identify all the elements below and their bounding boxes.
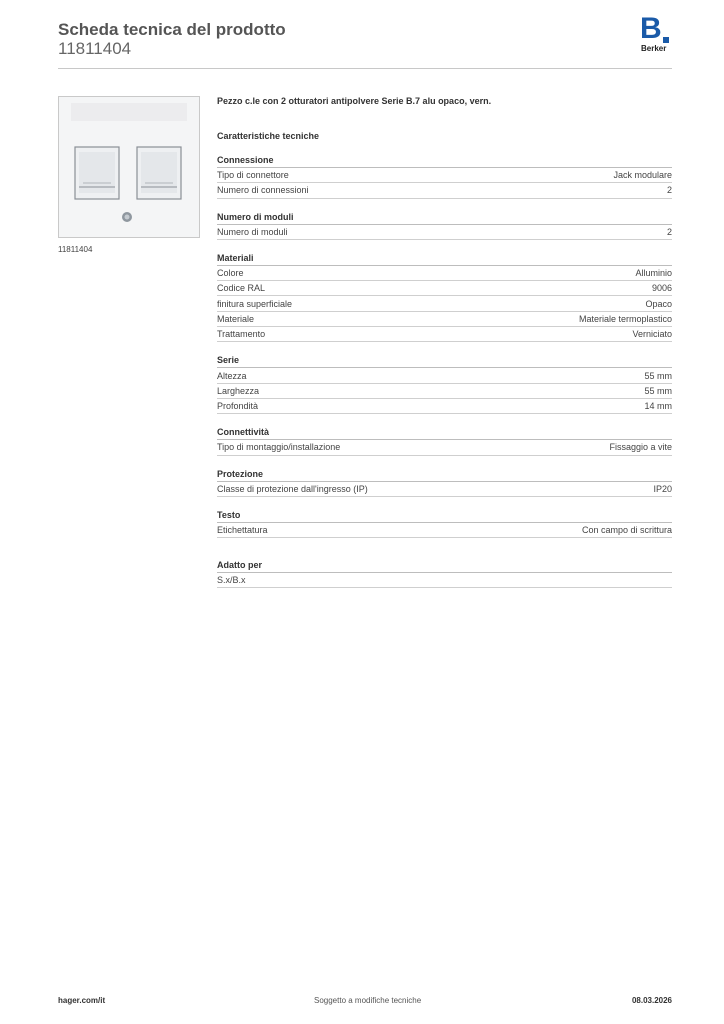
spec-row [217,573,672,588]
spec-label: Numero di moduli [217,226,288,237]
spec-section-connessione [217,153,672,199]
spec-row [217,168,672,183]
spec-section-adatto-per [217,558,672,588]
section-title: Protezione [217,467,672,482]
spec-row [217,368,672,383]
spec-row [217,296,672,311]
spec-label: Trattamento [217,329,266,340]
footer-date: 08.03.2026 [631,996,672,1005]
spec-value: 55 mm [644,370,672,381]
section-title: Adatto per [217,558,672,573]
spec-label: Materiale [217,313,255,324]
spec-label: Numero di connessioni [217,185,309,196]
section-title: Numero di moduli [217,210,672,225]
spec-section-testo [217,508,672,538]
section-title: Serie [217,353,672,368]
spec-row [217,327,672,342]
section-title: Connessione [217,153,672,168]
spec-value: 14 mm [644,401,672,412]
spec-value: Fissaggio a vite [609,442,672,453]
spec-section-serie [217,353,672,414]
spec-label: finitura superficiale [217,298,293,309]
spec-row [217,399,672,414]
spec-label: S.x/B.x [217,575,246,586]
spec-label: Profondità [217,401,259,412]
spec-row [217,482,672,497]
spec-section-connettivita [217,425,672,455]
footer-disclaimer: Soggetto a modifiche tecniche [314,996,422,1005]
product-description: Pezzo c.le con 2 otturatori antipolvere Serie B.7 alu opaco, vern. [217,96,492,106]
spec-row [217,266,672,281]
spec-value: 55 mm [644,385,672,396]
spec-value: 2 [666,185,672,196]
spec-value: Verniciato [632,329,672,340]
spec-row [217,225,672,240]
spec-value: 2 [666,226,672,237]
tech-characteristics-heading: Caratteristiche tecniche [217,131,320,141]
spec-value: Con campo di scrittura [581,525,672,535]
spec-label: Classe di protezione dall'ingresso (IP) [217,483,368,494]
spec-label: Tipo di connettore [217,170,289,181]
image-caption: 11811404 [58,245,93,254]
spec-section-protezione [217,467,672,497]
page-title: Scheda tecnica del prodotto [58,20,286,39]
spec-value: Jack modulare [613,170,672,181]
spec-value: IP20 [653,483,672,494]
spec-section-materiali [217,251,672,342]
spec-row [217,281,672,296]
spec-label: Tipo di montaggio/installazione [217,442,341,453]
section-title: Materiali [217,251,672,266]
section-title: Connettività [217,425,672,440]
spec-value: 9006 [651,283,672,294]
section-title: Testo [217,508,672,523]
product-image [58,96,200,238]
berker-logo: B Berker [636,14,676,56]
spec-section-moduli [217,210,672,240]
spec-label: Altezza [217,370,247,381]
spec-label: Codice RAL [217,283,266,294]
spec-label: Larghezza [217,385,260,396]
spec-value: Materiale termoplastico [578,313,672,324]
spec-sections [217,153,672,599]
spec-value: Alluminio [635,268,672,279]
spec-value: Opaco [645,298,672,309]
spec-row [217,312,672,327]
logo-text: Berker [641,44,667,53]
spec-row [217,183,672,198]
spec-label: Colore [217,268,244,279]
spec-row [217,384,672,399]
spec-row [217,440,672,455]
product-code: 11811404 [58,39,132,58]
footer-website: hager.com/it [58,996,106,1005]
spec-row [217,523,672,538]
header-divider [58,68,672,69]
spec-label: Etichettatura [217,525,268,535]
